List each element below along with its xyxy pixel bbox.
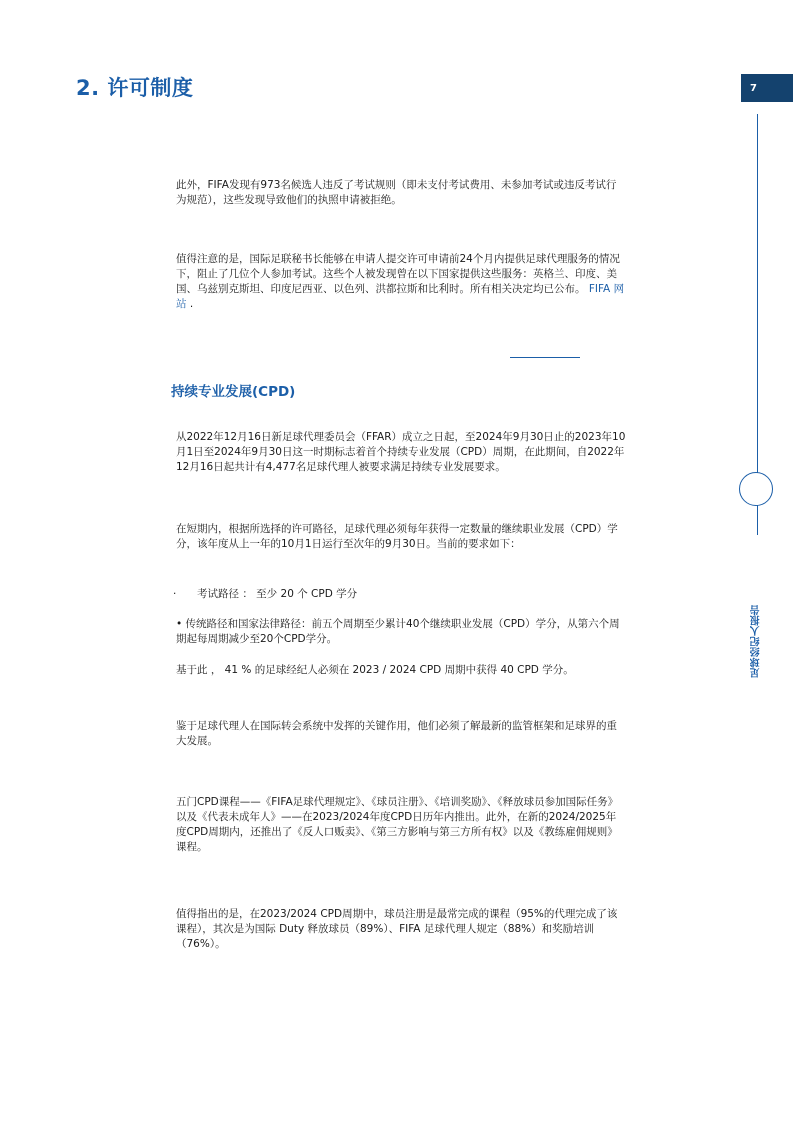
bullet-traditional-path: • 传统路径和国家法律路径：前五个周期至少累计40个继续职业发展（CPD）学分，从第六个周期起每周期减少至20个CPD学分。 [176,618,620,645]
paragraph-course-completion: 值得指出的是，在2023/2024 CPD周期中，球员注册是最常完成的课程（95%的代理完成了该课程），其次是为国际 Duty 释放球员（89%）、FIFA 足球代理人规定（88%）和奖励培训（76%）。 [176,908,618,950]
paragraph-exam-bans [176,252,626,312]
paragraph-cpd-cycle: 从2022年12月16日新足球代理委员会（FFAR）成立之日起，至2024年9月30日止的2023年10月1日至2024年9月30日这一时期标志着首个持续专业发展（CPD）周期，在此期间，自2022年12月16日起共计有4,477名足球代理人被要求满足持续专业发展要求。 [176,431,626,473]
paragraph-exam-violations: 此外，FIFA发现有973名候选人违反了考试规则（即未支付考试费用、未参加考试或违反考试行为规范），这些发现导致他们的执照申请被拒绝。 [176,179,617,206]
fifa-website-link[interactable]: FIFA 网站 [176,283,625,310]
bullet-marker: · [173,588,177,600]
paragraph-regulatory-awareness: 鉴于足球代理人在国际转会系统中发挥的关键作用，他们必须了解最新的监管框架和足球界的重大发展。 [176,720,617,747]
cpd-heading: 持续专业发展(CPD) [171,384,296,400]
bullet-exam-path: 考试路径 ： 至少 20 个 CPD 学分 [197,588,358,600]
sidebar-circle-marker [739,472,773,506]
section-title: 2. 许可制度 [76,76,194,100]
page-number-badge [741,74,793,102]
paragraph-41-percent: 基于此 ， 41 % 的足球经纪人必须在 2023 / 2024 CPD 周期中获得 40 CPD 学分。 [176,664,574,676]
sidebar-report-label: 足球经纪人报告 [751,604,762,678]
paragraph-exam-bans-end: . [186,298,194,310]
paragraph-exam-bans-text: 值得注意的是，国际足联秘书长能够在申请人提交许可申请前24个月内提供足球代理服务的情况下，阻止了几位个人参加考试。这些个人被发现曾在以下国家提供这些服务：英格兰、印度、美国、乌兹别克斯坦、印度尼西亚、以色列、洪都拉斯和比利时。所有相关决定均已公布。 [176,253,620,295]
paragraph-cpd-requirements: 在短期内，根据所选择的许可路径，足球代理必须每年获得一定数量的继续职业发展（CPD）学分，该年度从上一年的10月1日运行至次年的9月30日。当前的要求如下： [176,523,618,550]
page-number: 7 [750,82,757,94]
link-underline-divider [510,357,580,358]
paragraph-cpd-courses: 五门CPD课程——《FIFA足球代理规定》、《球员注册》、《培训奖励》、《释放球员参加国际任务》以及《代表未成年人》——在2023/2024年度CPD日历年内推出。此外，在新的2024/2025年度CPD周期内，还推出了《反人口贩卖》、《第三方影响与第三方所有权》以及《教练雇佣规则》课程。 [176,796,619,853]
